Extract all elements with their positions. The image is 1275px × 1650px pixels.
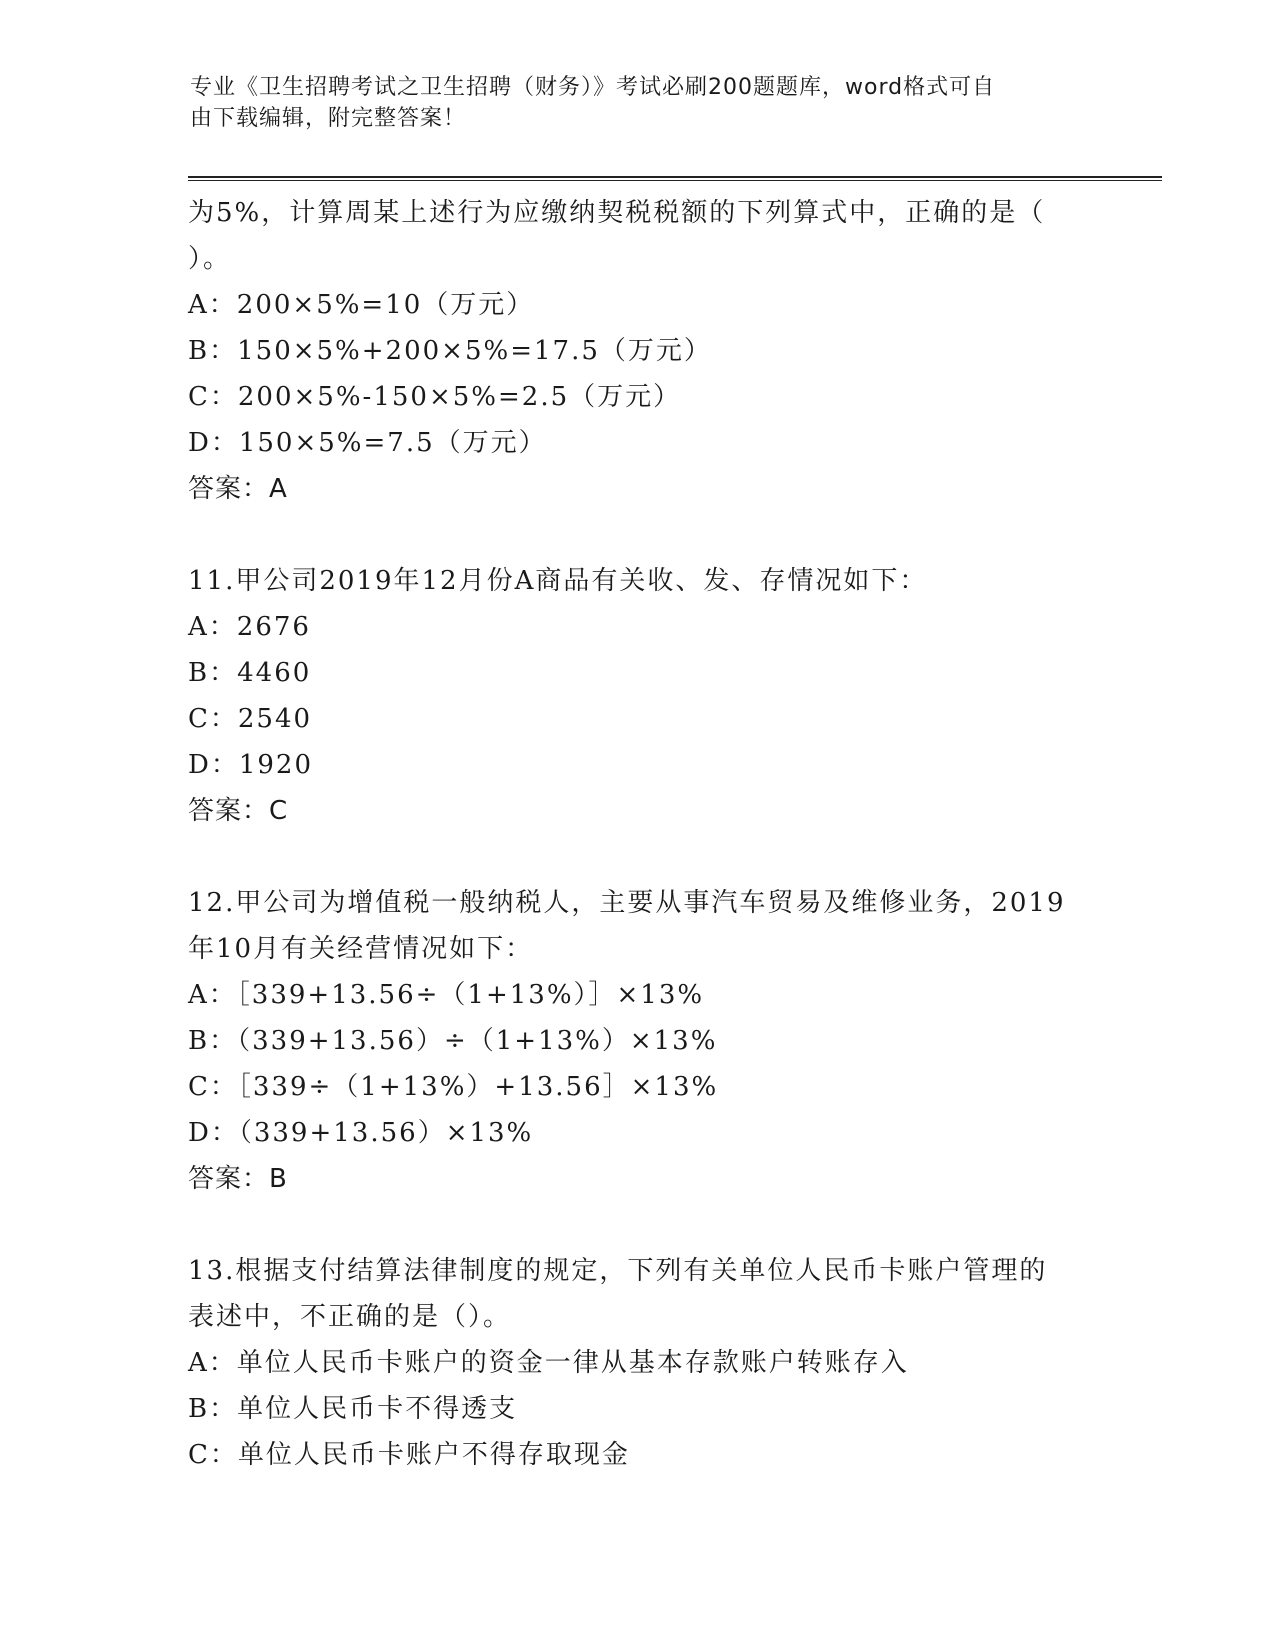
option-d: D：1920	[188, 750, 314, 780]
spacer	[188, 1202, 1108, 1248]
answer-line: 答案：B	[188, 1164, 288, 1194]
question-stem: 12.甲公司为增值税一般纳税人，主要从事汽车贸易及维修业务，2019	[188, 888, 1066, 918]
header-title-line-2: 由下载编辑，附完整答案！	[190, 106, 467, 131]
answer-line: 答案：A	[188, 474, 288, 504]
spacer	[188, 512, 1108, 558]
option-c: C：2540	[188, 704, 313, 734]
page-header	[190, 72, 1090, 134]
option-d: D：150×5%=7.5（万元）	[188, 428, 547, 458]
option-b: B：150×5%+200×5%=17.5（万元）	[188, 336, 712, 366]
question-stem: 年10月有关经营情况如下：	[188, 934, 534, 964]
option-b: B：（339+13.56）÷（1+13%）×13%	[188, 1026, 718, 1056]
question-13	[188, 1248, 1108, 1478]
option-a: A：2676	[188, 612, 311, 642]
question-stem: 为5%，计算周某上述行为应缴纳契税税额的下列算式中，正确的是（	[188, 198, 1046, 228]
question-12	[188, 880, 1108, 1202]
option-b: B：单位人民币卡不得透支	[188, 1394, 518, 1424]
header-title-line-1: 专业《卫生招聘考试之卫生招聘（财务）》考试必刷200题题库，word格式可自	[190, 75, 996, 100]
option-a: A：［339+13.56÷（1+13%）］×13%	[188, 980, 705, 1010]
question-11	[188, 558, 1108, 834]
header-divider	[188, 176, 1162, 181]
question-stem: ）。	[188, 244, 232, 274]
question-stem: 13.根据支付结算法律制度的规定，下列有关单位人民币卡账户管理的	[188, 1256, 1048, 1286]
option-b: B：4460	[188, 658, 312, 688]
option-a: A：单位人民币卡账户的资金一律从基本存款账户转账存入	[188, 1348, 909, 1378]
question-stem: 表述中，不正确的是（）。	[188, 1302, 512, 1332]
question-stem: 11.甲公司2019年12月份A商品有关收、发、存情况如下：	[188, 566, 928, 596]
option-d: D：（339+13.56）×13%	[188, 1118, 534, 1148]
question-10	[188, 190, 1108, 512]
option-a: A：200×5%=10（万元）	[188, 290, 535, 320]
spacer	[188, 834, 1108, 880]
option-c: C：单位人民币卡账户不得存取现金	[188, 1440, 630, 1470]
option-c: C：［339÷（1+13%）+13.56］×13%	[188, 1072, 719, 1102]
question-list	[188, 190, 1108, 1478]
option-c: C：200×5%-150×5%=2.5（万元）	[188, 382, 682, 412]
answer-line: 答案：C	[188, 796, 289, 826]
